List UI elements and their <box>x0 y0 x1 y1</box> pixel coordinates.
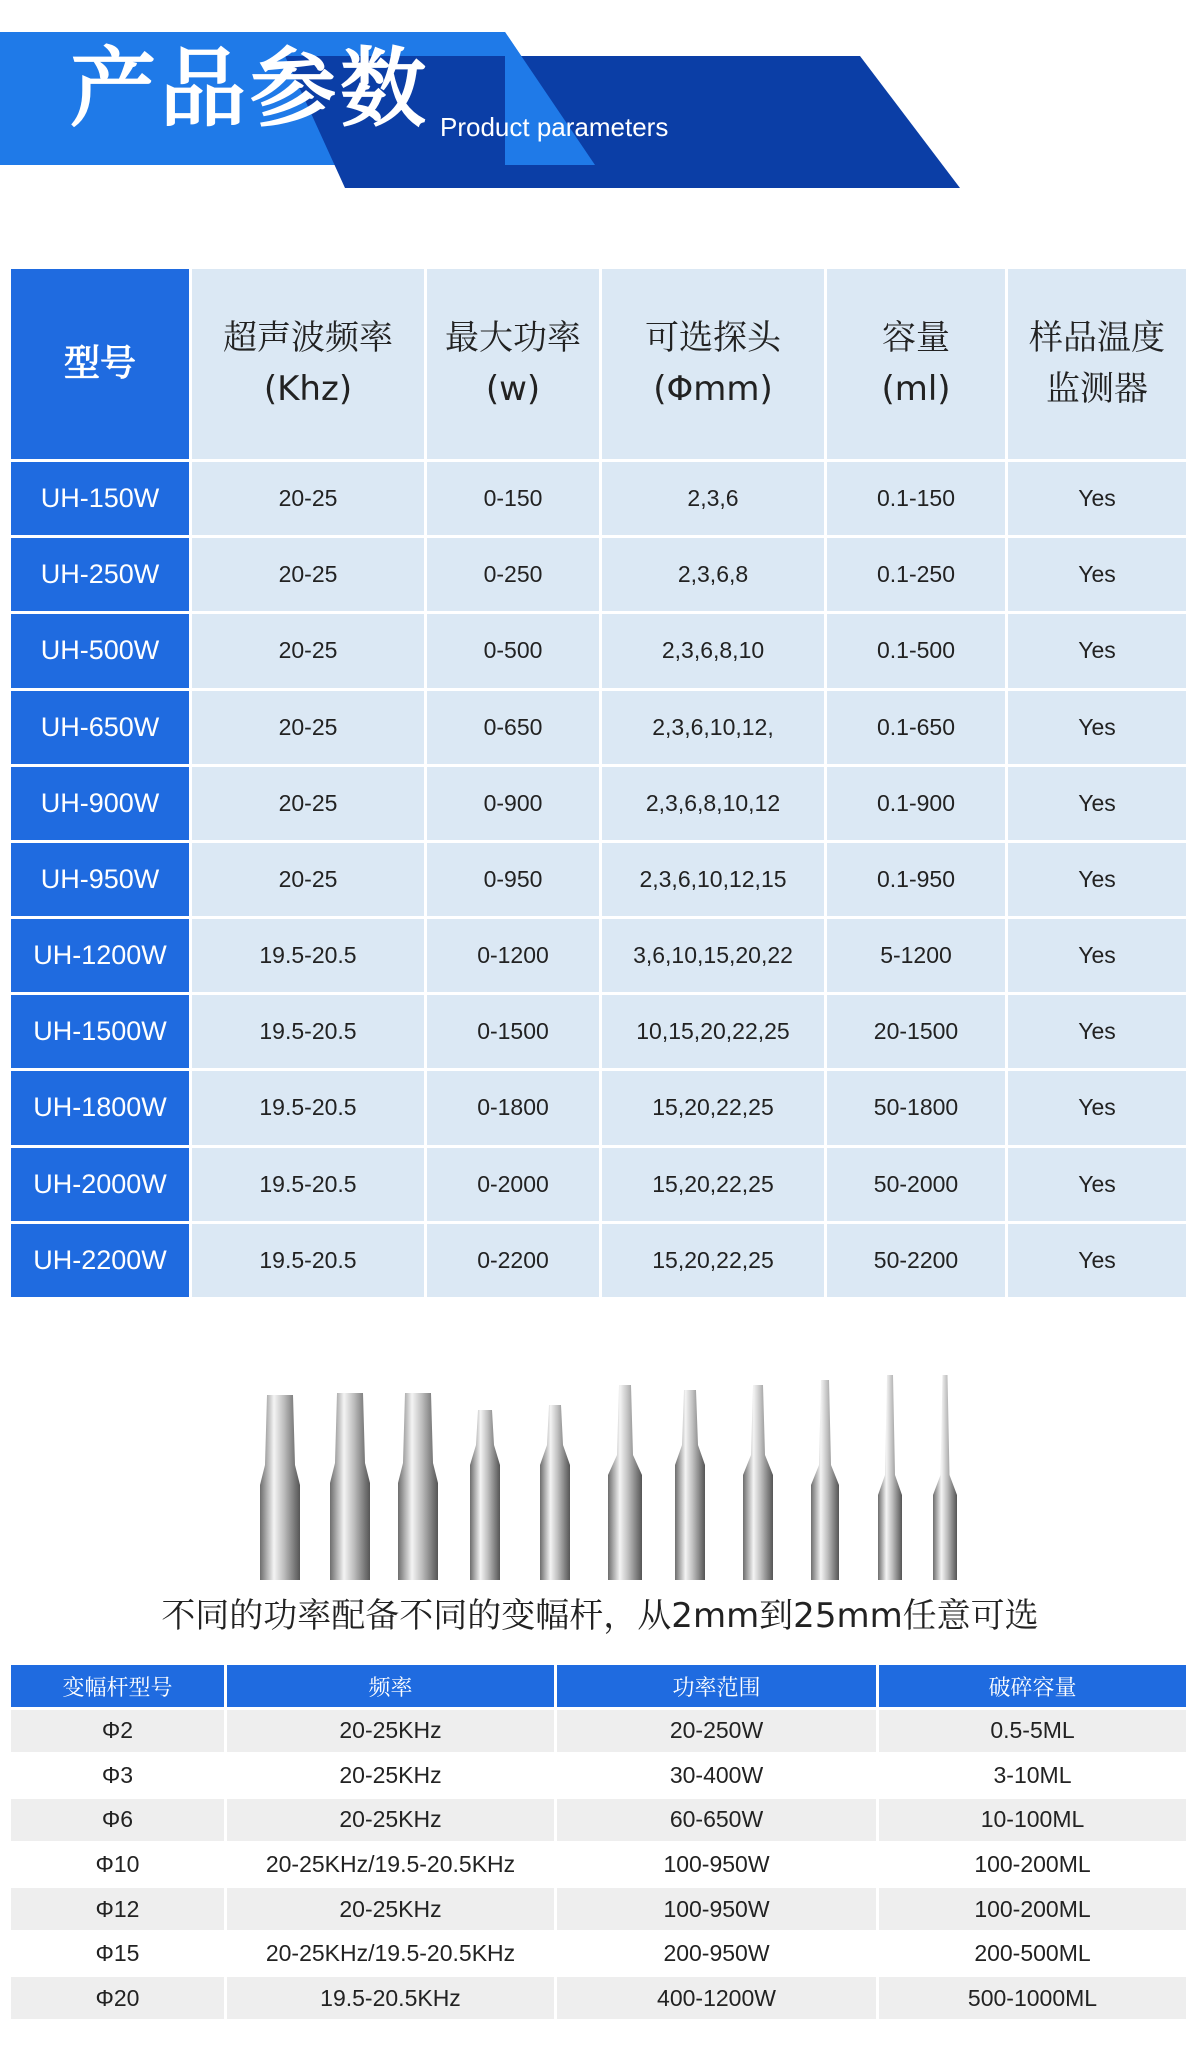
horn-probe-icon <box>595 1375 655 1580</box>
horn-row <box>10 1709 1188 1754</box>
horn-probe-icon <box>320 1375 380 1580</box>
banner <box>0 0 1200 200</box>
header-probe-line1: 可选探头 <box>645 318 781 358</box>
spec-table-body <box>11 462 1186 1297</box>
spec-cell-temp: Yes <box>1008 767 1186 840</box>
horn-header-model: 变幅杆型号 <box>10 1664 226 1709</box>
spec-cell-power: 0-900 <box>427 767 599 840</box>
horn-cell-frequency: 20-25KHz/19.5-20.5KHz <box>226 1931 556 1976</box>
spec-cell-model: UH-250W <box>11 538 189 611</box>
header-frequency-line1: 超声波频率 <box>223 318 393 358</box>
spec-cell-frequency: 19.5-20.5 <box>192 1071 424 1144</box>
spec-cell-temp: Yes <box>1008 1224 1186 1297</box>
spec-cell-probe: 2,3,6 <box>602 462 824 535</box>
spec-cell-power: 0-1200 <box>427 919 599 992</box>
horn-probe-icon <box>915 1375 975 1580</box>
spec-cell-capacity: 50-2000 <box>827 1148 1005 1221</box>
horn-cell-model: Φ10 <box>10 1842 226 1887</box>
horn-header-capacity: 破碎容量 <box>878 1664 1188 1709</box>
horn-probe-icon <box>525 1375 585 1580</box>
spec-cell-model: UH-1500W <box>11 995 189 1068</box>
spec-cell-frequency: 20-25 <box>192 462 424 535</box>
spec-cell-frequency: 20-25 <box>192 614 424 687</box>
spec-cell-power: 0-950 <box>427 843 599 916</box>
header-temp-monitor <box>1008 269 1186 459</box>
horn-table <box>8 1662 1189 2022</box>
horn-cell-power: 100-950W <box>556 1887 878 1932</box>
spec-cell-model: UH-2200W <box>11 1224 189 1297</box>
spec-table <box>8 266 1189 1300</box>
spec-cell-temp: Yes <box>1008 1071 1186 1144</box>
horn-cell-power: 400-1200W <box>556 1976 878 2021</box>
horn-row <box>10 1976 1188 2021</box>
spec-cell-capacity: 0.1-900 <box>827 767 1005 840</box>
spec-cell-frequency: 19.5-20.5 <box>192 919 424 992</box>
spec-cell-probe: 2,3,6,8,10,12 <box>602 767 824 840</box>
spec-cell-power: 0-500 <box>427 614 599 687</box>
horn-cell-frequency: 19.5-20.5KHz <box>226 1976 556 2021</box>
horn-probe-icon <box>728 1375 788 1580</box>
spec-row <box>11 995 1186 1068</box>
horn-cell-power: 200-950W <box>556 1931 878 1976</box>
spec-cell-frequency: 19.5-20.5 <box>192 995 424 1068</box>
horn-row <box>10 1842 1188 1887</box>
page-subtitle: Product parameters <box>440 112 669 142</box>
spec-row <box>11 691 1186 764</box>
header-power-line2: (w) <box>485 369 541 409</box>
spec-cell-model: UH-650W <box>11 691 189 764</box>
spec-cell-power: 0-2200 <box>427 1224 599 1297</box>
spec-row <box>11 1224 1186 1297</box>
spec-cell-power: 0-1800 <box>427 1071 599 1144</box>
header-power-line1: 最大功率 <box>445 318 581 358</box>
horn-cell-model: Φ6 <box>10 1798 226 1843</box>
horn-probe-icon <box>860 1375 920 1580</box>
horn-cell-capacity: 100-200ML <box>878 1842 1188 1887</box>
horn-cell-model: Φ20 <box>10 1976 226 2021</box>
spec-cell-temp: Yes <box>1008 462 1186 535</box>
spec-cell-frequency: 20-25 <box>192 767 424 840</box>
spec-cell-frequency: 19.5-20.5 <box>192 1148 424 1221</box>
spec-row <box>11 614 1186 687</box>
spec-cell-temp: Yes <box>1008 995 1186 1068</box>
spec-row <box>11 1071 1186 1144</box>
spec-cell-probe: 15,20,22,25 <box>602 1224 824 1297</box>
horn-row <box>10 1887 1188 1932</box>
horn-cell-capacity: 0.5-5ML <box>878 1709 1188 1754</box>
spec-cell-model: UH-2000W <box>11 1148 189 1221</box>
horn-cell-capacity: 100-200ML <box>878 1887 1188 1932</box>
spec-row <box>11 919 1186 992</box>
spec-cell-probe: 2,3,6,10,12, <box>602 691 824 764</box>
header-probe-line2: (Φmm) <box>653 369 773 409</box>
spec-cell-frequency: 20-25 <box>192 538 424 611</box>
page-title: 产品参数 <box>70 39 430 139</box>
spec-cell-capacity: 0.1-500 <box>827 614 1005 687</box>
spec-cell-probe: 15,20,22,25 <box>602 1148 824 1221</box>
spec-cell-model: UH-950W <box>11 843 189 916</box>
spec-cell-temp: Yes <box>1008 1148 1186 1221</box>
horn-cell-power: 60-650W <box>556 1798 878 1843</box>
horn-cell-capacity: 3-10ML <box>878 1753 1188 1798</box>
spec-cell-capacity: 50-2200 <box>827 1224 1005 1297</box>
horn-cell-capacity: 200-500ML <box>878 1931 1188 1976</box>
spec-cell-power: 0-2000 <box>427 1148 599 1221</box>
spec-cell-capacity: 20-1500 <box>827 995 1005 1068</box>
spec-cell-probe: 3,6,10,15,20,22 <box>602 919 824 992</box>
horn-cell-model: Φ15 <box>10 1931 226 1976</box>
spec-row <box>11 462 1186 535</box>
spec-cell-capacity: 0.1-150 <box>827 462 1005 535</box>
horn-probe-icon <box>388 1375 448 1580</box>
horn-cell-power: 100-950W <box>556 1842 878 1887</box>
horn-table-body <box>10 1709 1188 2021</box>
spec-header-row <box>11 269 1186 459</box>
horn-cell-power: 20-250W <box>556 1709 878 1754</box>
header-frequency <box>192 269 424 459</box>
header-model: 型号 <box>11 269 189 459</box>
horn-probe-icon <box>250 1375 310 1580</box>
spec-cell-capacity: 0.1-650 <box>827 691 1005 764</box>
horn-cell-model: Φ2 <box>10 1709 226 1754</box>
spec-cell-power: 0-650 <box>427 691 599 764</box>
spec-cell-capacity: 0.1-950 <box>827 843 1005 916</box>
horn-probes-image <box>200 1375 1000 1580</box>
header-power <box>427 269 599 459</box>
header-temp-line1: 样品温度 <box>1029 318 1165 358</box>
spec-cell-temp: Yes <box>1008 691 1186 764</box>
spec-row <box>11 843 1186 916</box>
horn-cell-frequency: 20-25KHz <box>226 1709 556 1754</box>
spec-cell-probe: 2,3,6,8,10 <box>602 614 824 687</box>
spec-cell-temp: Yes <box>1008 538 1186 611</box>
spec-row <box>11 538 1186 611</box>
spec-cell-frequency: 19.5-20.5 <box>192 1224 424 1297</box>
header-probe <box>602 269 824 459</box>
horn-cell-capacity: 500-1000ML <box>878 1976 1188 2021</box>
header-capacity-line2: (ml) <box>881 369 951 409</box>
horn-cell-frequency: 20-25KHz <box>226 1887 556 1932</box>
horn-probe-icon <box>455 1375 515 1580</box>
horn-cell-model: Φ3 <box>10 1753 226 1798</box>
horn-cell-frequency: 20-25KHz <box>226 1753 556 1798</box>
horn-row <box>10 1798 1188 1843</box>
horn-header-frequency: 频率 <box>226 1664 556 1709</box>
spec-cell-model: UH-150W <box>11 462 189 535</box>
spec-cell-temp: Yes <box>1008 919 1186 992</box>
spec-cell-temp: Yes <box>1008 614 1186 687</box>
horn-cell-capacity: 10-100ML <box>878 1798 1188 1843</box>
spec-cell-probe: 10,15,20,22,25 <box>602 995 824 1068</box>
spec-cell-power: 0-1500 <box>427 995 599 1068</box>
horn-cell-frequency: 20-25KHz <box>226 1798 556 1843</box>
spec-cell-frequency: 20-25 <box>192 843 424 916</box>
horn-cell-power: 30-400W <box>556 1753 878 1798</box>
spec-row <box>11 1148 1186 1221</box>
spec-cell-probe: 2,3,6,10,12,15 <box>602 843 824 916</box>
spec-cell-capacity: 0.1-250 <box>827 538 1005 611</box>
horn-probe-icon <box>660 1375 720 1580</box>
spec-row <box>11 767 1186 840</box>
spec-cell-temp: Yes <box>1008 843 1186 916</box>
header-frequency-line2: (Khz) <box>263 369 353 409</box>
spec-cell-probe: 15,20,22,25 <box>602 1071 824 1144</box>
spec-cell-probe: 2,3,6,8 <box>602 538 824 611</box>
horn-header-power: 功率范围 <box>556 1664 878 1709</box>
spec-cell-frequency: 20-25 <box>192 691 424 764</box>
header-capacity <box>827 269 1005 459</box>
horn-row <box>10 1753 1188 1798</box>
horn-cell-model: Φ12 <box>10 1887 226 1932</box>
horn-header-row <box>10 1664 1188 1709</box>
spec-cell-capacity: 5-1200 <box>827 919 1005 992</box>
horn-probe-icon <box>795 1375 855 1580</box>
spec-cell-capacity: 50-1800 <box>827 1071 1005 1144</box>
header-temp-line2: 监测器 <box>1046 369 1148 409</box>
spec-cell-model: UH-1200W <box>11 919 189 992</box>
spec-cell-model: UH-500W <box>11 614 189 687</box>
header-capacity-line1: 容量 <box>882 318 950 358</box>
horn-caption: 不同的功率配备不同的变幅杆，从2mm到25mm任意可选 <box>161 1596 1039 1636</box>
spec-cell-model: UH-900W <box>11 767 189 840</box>
horn-row <box>10 1931 1188 1976</box>
spec-cell-power: 0-150 <box>427 462 599 535</box>
spec-cell-power: 0-250 <box>427 538 599 611</box>
spec-cell-model: UH-1800W <box>11 1071 189 1144</box>
horn-cell-frequency: 20-25KHz/19.5-20.5KHz <box>226 1842 556 1887</box>
